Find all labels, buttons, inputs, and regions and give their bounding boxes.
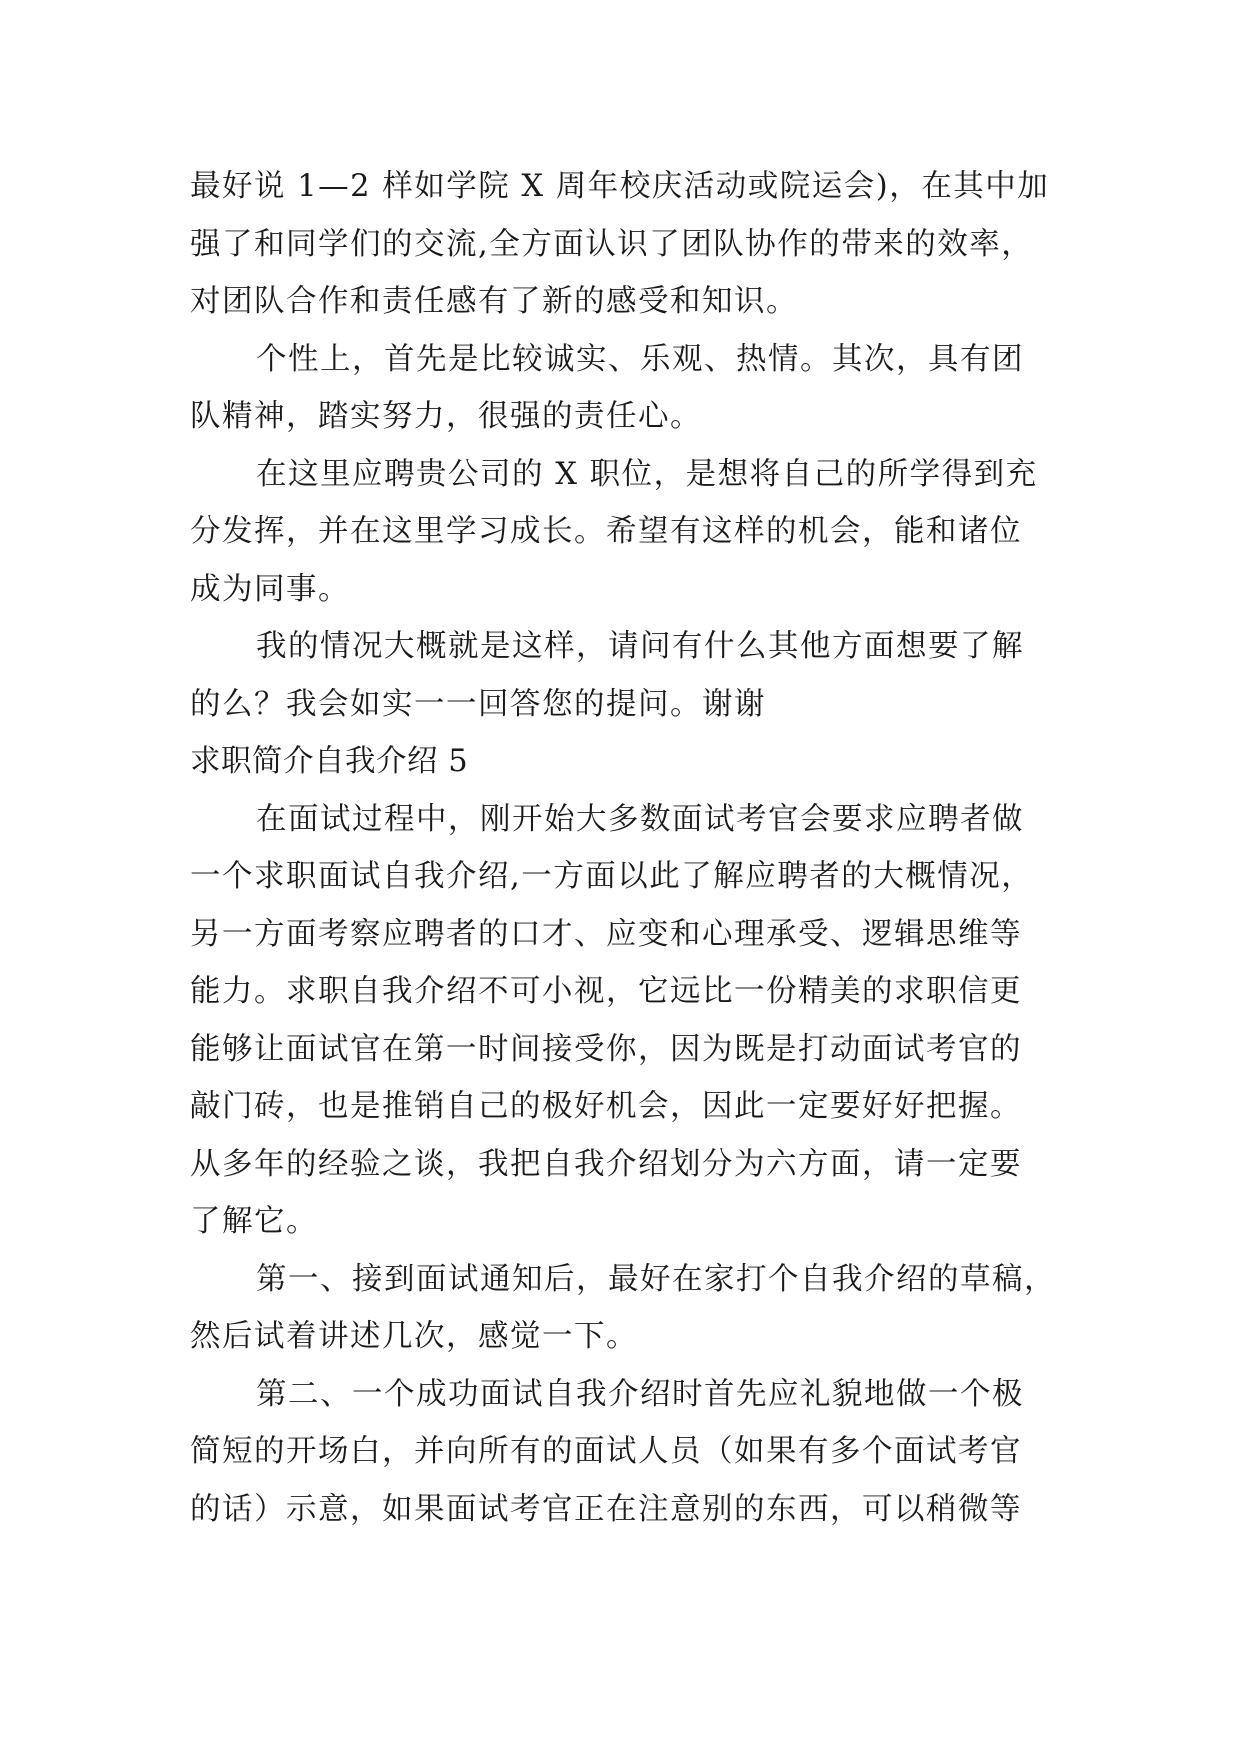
text-line: 对团队合作和责任感有了新的感受和知识。 (190, 284, 798, 319)
text-line: 我的情况大概就是这样，请问有什么其他方面想要了解 (256, 629, 1024, 664)
text-line: 第一、接到面试通知后，最好在家打个自我介绍的草稿， (256, 1261, 1056, 1297)
text-line: 能够让面试官在第一时间接受你，因为既是打动面试考官的 (190, 1031, 1022, 1067)
text-line: 最好说 1—2 样如学院 X 周年校庆活动或院运会)，在其中加 (190, 169, 1050, 204)
document-body (190, 158, 1070, 1538)
text-line: 了解它。 (190, 1204, 318, 1239)
text-line: 队精神，踏实努力，很强的责任心。 (190, 399, 702, 434)
text-line: 强了和同学们的交流,全方面认识了团队协作的带来的效率， (190, 226, 1034, 262)
text-line: 从多年的经验之谈，我把自我介绍划分为六方面，请一定要 (190, 1146, 1022, 1182)
text-line: 简短的开场白，并向所有的面试人员（如果有多个面试考官 (190, 1434, 1022, 1469)
text-line: 个性上，首先是比较诚实、乐观、热情。其次，具有团 (256, 341, 1024, 377)
text-line: 的话）示意，如果面试考官正在注意别的东西，可以稍微等 (190, 1491, 1022, 1527)
text-line: 的么？我会如实一一回答您的提问。谢谢 (190, 686, 766, 722)
text-line: 成为同事。 (190, 571, 350, 607)
text-line: 一个求职面试自我介绍,一方面以此了解应聘者的大概情况， (190, 859, 1034, 894)
text-line: 第二、一个成功面试自我介绍时首先应礼貌地做一个极 (256, 1376, 1024, 1412)
text-line: 分发挥，并在这里学习成长。希望有这样的机会，能和诸位 (190, 514, 1022, 549)
text-line: 在这里应聘贵公司的 X 职位，是想将自己的所学得到充 (256, 456, 1038, 492)
text-line: 在面试过程中，刚开始大多数面试考官会要求应聘者做 (256, 801, 1024, 837)
section-heading: 求职简介自我介绍 5 (190, 744, 469, 779)
text-line: 然后试着讲述几次，感觉一下。 (190, 1319, 638, 1354)
text-line: 能力。求职自我介绍不可小视，它远比一份精美的求职信更 (190, 974, 1022, 1009)
text-line: 敲门砖，也是推销自己的极好机会，因此一定要好好把握。 (190, 1089, 1022, 1124)
text-line: 另一方面考察应聘者的口才、应变和心理承受、逻辑思维等 (190, 916, 1022, 952)
